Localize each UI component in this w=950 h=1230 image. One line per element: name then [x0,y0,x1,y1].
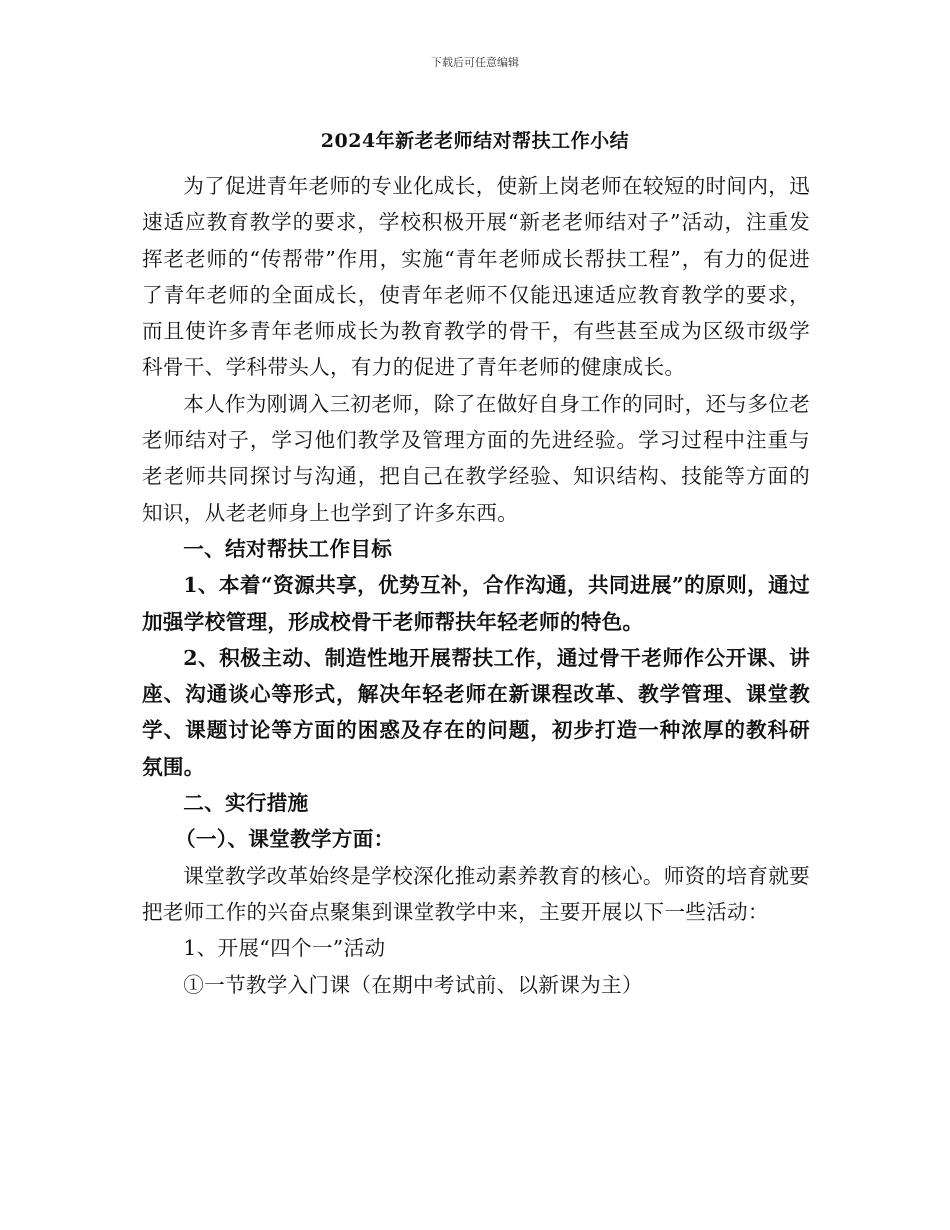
list-item-four-ones: 1、开展“四个一”活动 [183,936,386,961]
section-heading-goals: 一、结对帮扶工作目标 [183,536,393,561]
goal-item-1: 1、本着“资源共享，优势互补，合作沟通，共同进展”的原则，通过加强学校管理，形成校骨干老师帮扶年轻老师的特色。 [142,573,810,634]
paragraph-intro: 为了促进青年老师的专业化成长，使新上岗老师在较短的时间内，迅速适应教育教学的要求，学校积极开展“新老老师结对子”活动，注重发挥老老师的“传帮带”作用，实施“青年老师成长帮扶工程”，有力的促进了青年老师的全面成长，使青年老师不仅能迅速适应教育教学的要求，而且使许多青年老师成长为教育教学的骨干，有些甚至成为区级市级学科骨干、学科带头人，有力的促进了青年老师的健康成长。 [142,174,810,380]
document-body [142,168,810,1003]
subsection-heading-classroom: （一）、课堂教学方面： [174,827,395,852]
page-header-note: 下载后可任意编辑 [431,56,519,69]
goal-item-2: 2、积极主动、制造性地开展帮扶工作，通过骨干老师作公开课、讲座、沟通谈心等形式，解决年轻老师在新课程改革、教学管理、课堂教学、课题讨论等方面的困惑及存在的问题，初步打造一种浓厚的教科研氛围。 [142,645,810,779]
list-item-intro-lesson: ①一节教学入门课（在期中考试前、以新课为主） [183,972,643,997]
paragraph-personal: 本人作为刚调入三初老师，除了在做好自身工作的同时，还与多位老老师结对子，学习他们教学及管理方面的先进经验。学习过程中注重与老老师共同探讨与沟通，把自己在教学经验、知识结构、技能等方面的知识，从老老师身上也学到了许多东西。 [142,391,810,525]
section-heading-measures: 二、实行措施 [183,791,309,816]
paragraph-classroom: 课堂教学改革始终是学校深化推动素养教育的核心。师资的培育就要把老师工作的兴奋点聚集到课堂教学中来，主要开展以下一些活动： [142,863,810,924]
document-title: 2024年新老老师结对帮扶工作小结 [320,130,630,152]
